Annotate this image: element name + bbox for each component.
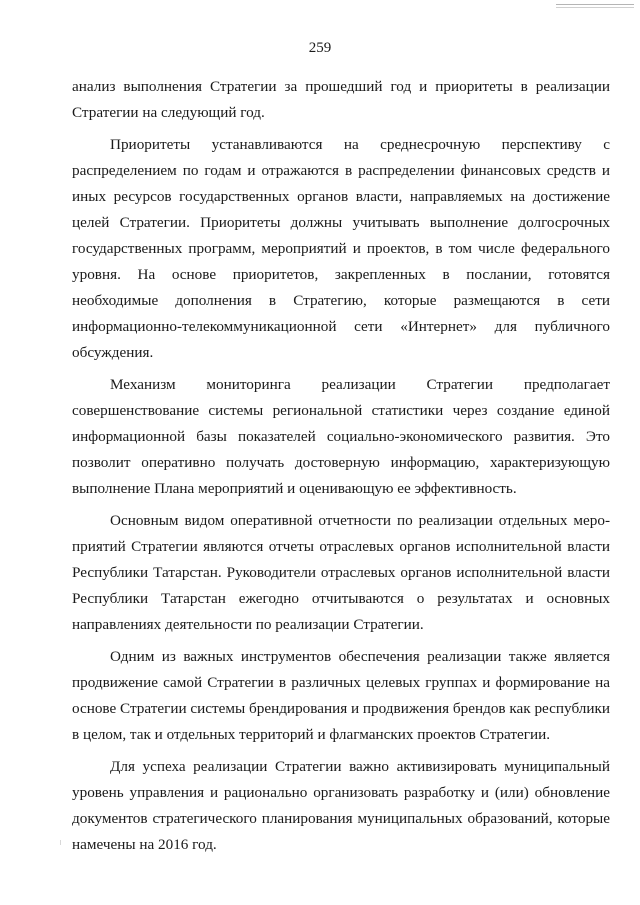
paragraph-promotion: Одним из важных инструментов обеспечения реализации также является продвижение самой Стратегии в различных целевых группах и формирование на основе Стратегии системы брендирования и продвижения брендов как республики в целом, так и отдельных территорий и флагманских проектов Стратегии. <box>72 648 610 743</box>
scan-corner-mark <box>556 4 634 8</box>
paragraph-priorities: Приоритеты устанавливаются на среднесрочную перспективу с распределением по годам и отражаются в распределении финансовых средств и иных ресурсов государственных органов власти, направляемых на достижение целей Стратегии. Приоритеты должны учитывать выполнение долгосрочных государственных программ, мероприятий и проектов, в том числе федерального уровня. На основе приоритетов, закрепленных в послании, готовятся необходимые дополнения в Стратегию, которые размещаются в сети информационно-телекоммуникационной сети «Интернет» для публичного обсуждения. <box>72 136 610 361</box>
paragraph-continuation: анализ выполнения Стратегии за прошедший год и приоритеты в реализации Стратегии на следующий год. <box>72 78 610 121</box>
scan-speck <box>60 840 61 845</box>
paragraph-monitoring: Механизм мониторинга реализации Стратегии предполагает совершенствование системы региональной статистики через создание единой информационной базы показателей социально-экономического развития. Это позволит оперативно получать достоверную информацию, характеризующую выполнение Плана мероприятий и оценивающую ее эффективность. <box>72 376 610 497</box>
body-text <box>72 74 610 864</box>
paragraph-municipal: Для успеха реализации Стратегии важно активизировать муниципальный уровень управления и рационально организовать разработку и (или) обновление документов стратегического планирования муниципальных образований, которые намечены на 2016 год. <box>72 758 610 853</box>
page-number: 259 <box>308 40 332 56</box>
paragraph-reporting: Основным видом оперативной отчетности по реализации отдельных мероприятий Стратегии являются отчеты отраслевых органов исполнительной власти Республики Татарстан. Руководители отраслевых органов исполнительной власти Республики Татарстан ежегодно отчитываются о результатах и основных направлениях деятельности по реализации Стратегии. <box>72 512 610 633</box>
